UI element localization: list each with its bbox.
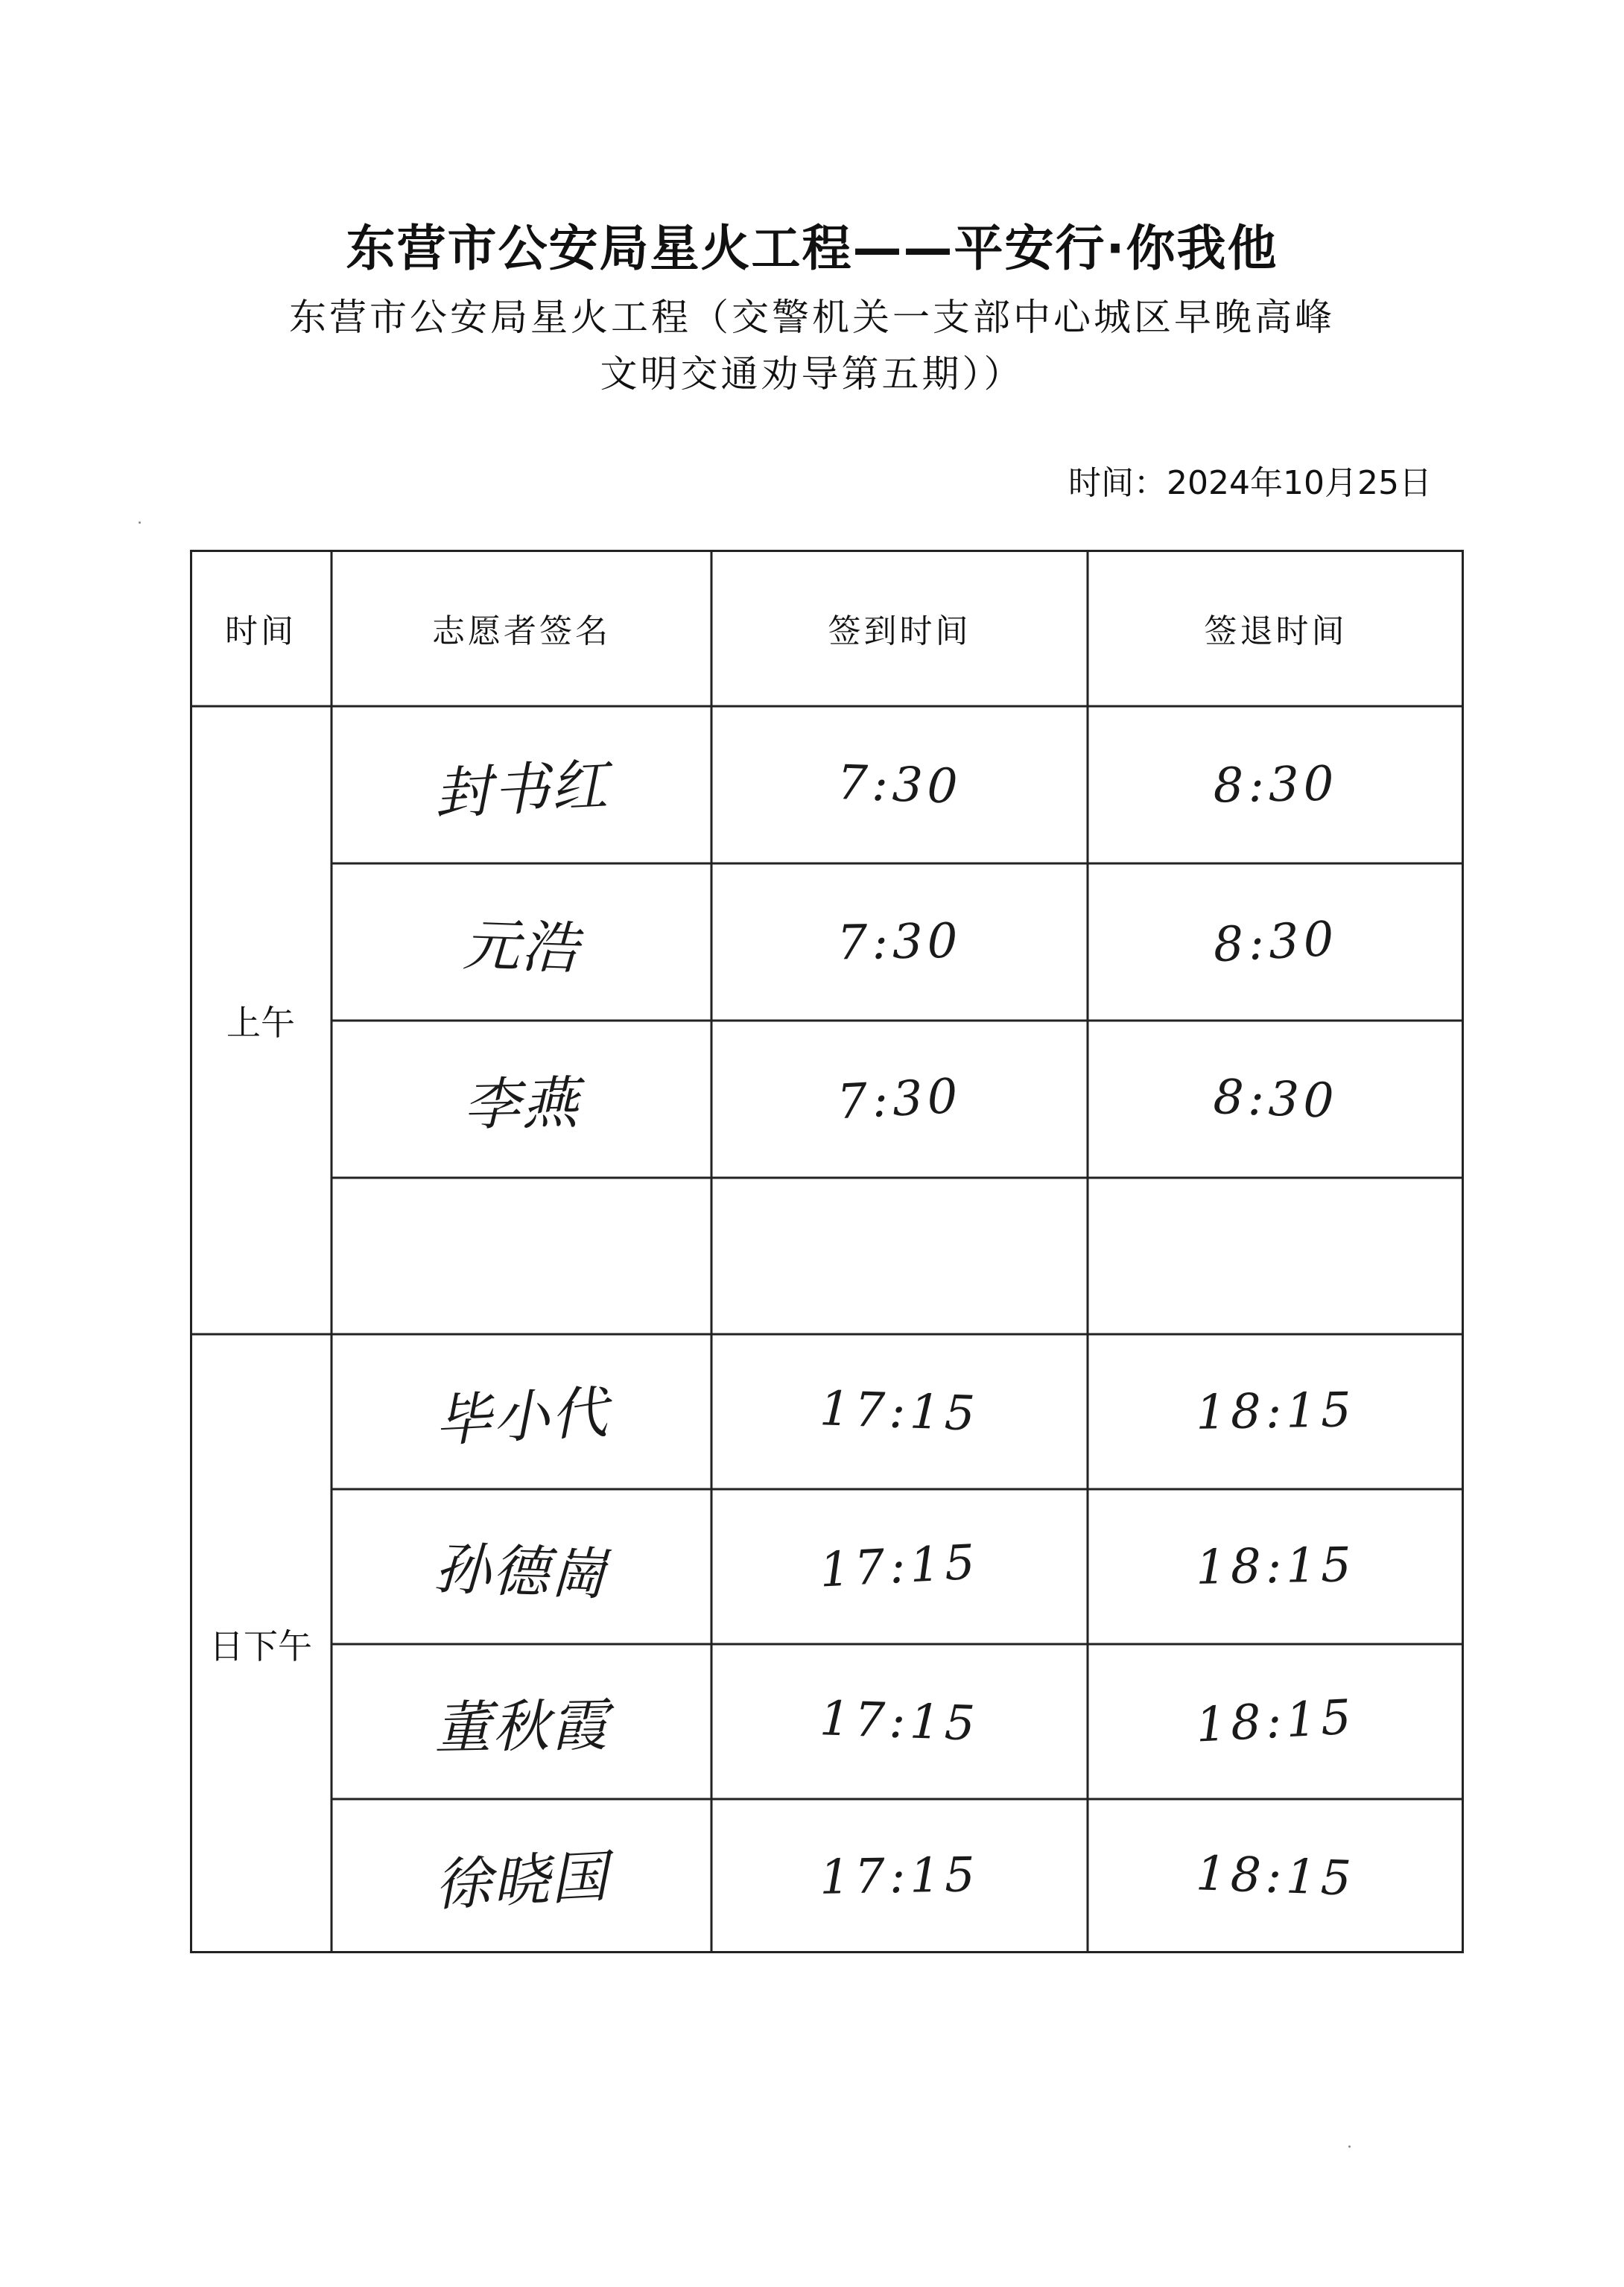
- sign-in-time: 17:15: [819, 1691, 980, 1752]
- volunteer-signature: 孙德崗: [433, 1535, 610, 1608]
- volunteer-signature: 徐晓国: [433, 1842, 611, 1919]
- volunteer-signature: 李燕: [463, 1069, 580, 1138]
- header-volunteer-signature: 志愿者签名: [432, 612, 611, 650]
- page-title: 东营市公安局星火工程——平安行·你我他: [346, 220, 1278, 277]
- sign-out-time: 18:15: [1194, 1690, 1357, 1754]
- scan-speck: [1348, 2145, 1351, 2148]
- period-morning: 上午: [226, 1002, 295, 1043]
- header-period: 时间: [225, 612, 296, 650]
- header-sign-in-time: 签到时间: [828, 612, 971, 650]
- volunteer-signature: 董秋霞: [434, 1691, 609, 1761]
- sign-in-time: [711, 1178, 1088, 1334]
- date-label: 时间：: [1068, 464, 1167, 502]
- sign-out-time: [1088, 1178, 1464, 1334]
- sign-in-time: 17:15: [819, 1381, 980, 1442]
- page-subtitle-line-1: 东营市公安局星火工程（交警机关一支部中心城区早晚高峰: [289, 296, 1335, 339]
- sign-out-time: 8:30: [1212, 1069, 1339, 1129]
- period-afternoon: 日下午: [209, 1625, 312, 1666]
- sign-in-time: 17:15: [819, 1847, 980, 1906]
- volunteer-signature: 毕小代: [433, 1378, 611, 1454]
- volunteer-signature: 封书红: [433, 751, 611, 828]
- sign-out-time: 18:15: [1195, 1383, 1357, 1441]
- volunteer-signature: 元浩: [462, 911, 581, 982]
- scan-speck: [139, 521, 141, 524]
- sign-out-time: 18:15: [1195, 1538, 1357, 1596]
- sign-in-time: 7:30: [836, 755, 963, 815]
- sign-out-time: 8:30: [1211, 911, 1340, 973]
- sign-out-time: 18:15: [1195, 1845, 1357, 1907]
- page-subtitle-line-2: 文明交通劝导第五期））: [600, 352, 1024, 396]
- header-sign-out-time: 签退时间: [1204, 612, 1348, 650]
- sign-in-time: 17:15: [818, 1535, 981, 1599]
- date-line: [1068, 456, 1432, 504]
- date-value: 2024年10月25日: [1167, 464, 1432, 502]
- sign-in-time: 7:30: [835, 1068, 964, 1130]
- sign-in-time: 7:30: [837, 913, 962, 971]
- sign-in-sheet: [190, 550, 1464, 1953]
- volunteer-signature: [332, 1178, 711, 1334]
- sign-out-time: 8:30: [1213, 756, 1339, 813]
